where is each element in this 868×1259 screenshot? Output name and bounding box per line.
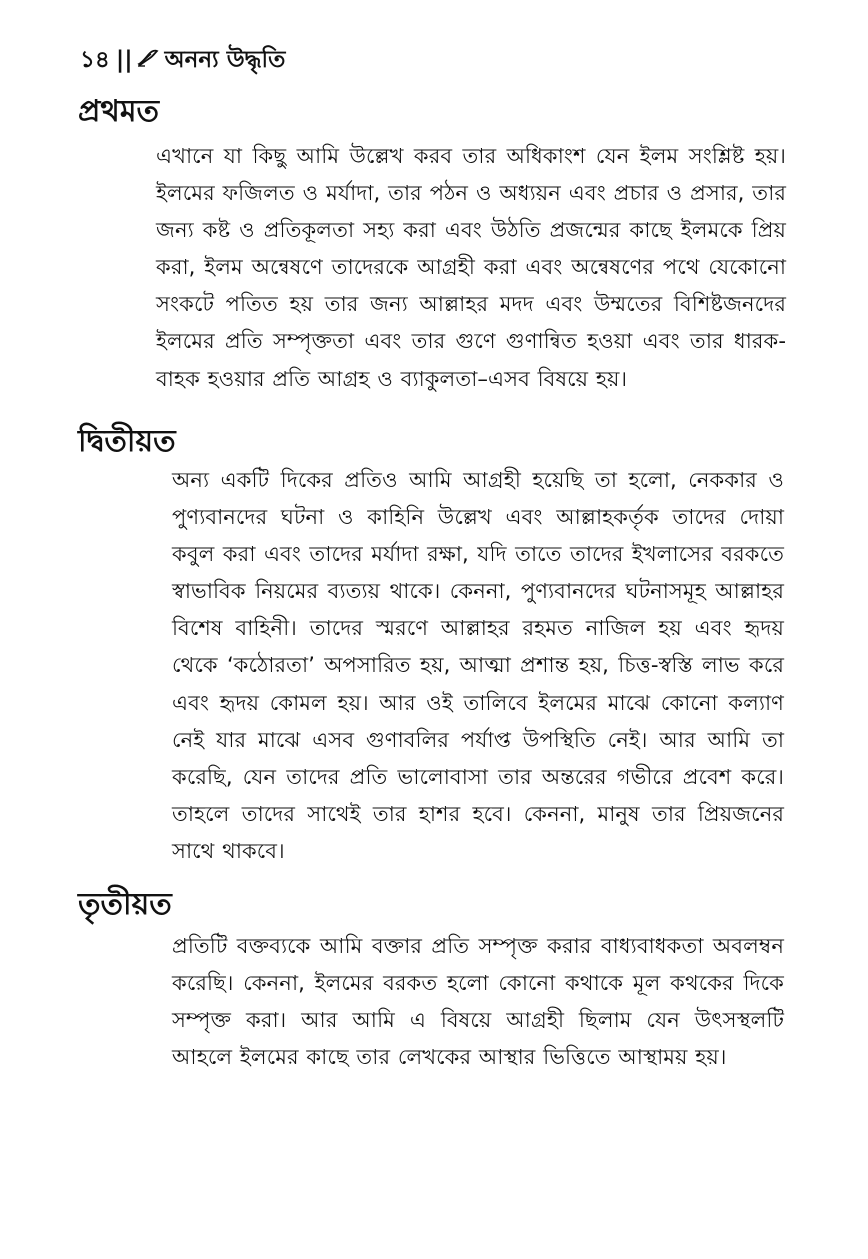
- section-heading-second: দ্বিতীয়ত: [78, 424, 176, 459]
- page-number: ১৪: [80, 46, 110, 73]
- book-title: অনন্য উদ্ধৃতি: [164, 46, 286, 73]
- section-paragraph-second: অন্য একটি দিকের প্রতিও আমি আগ্রহী হয়েছি তা হলো, নেককার ও পুণ্যবানদের ঘটনা ও কাহিনি উল্লেখ এবং আল্লাহকর্তৃক তাদের দোয়া কবুল করা এবং তাদের মর্যাদা রক্ষা, যদি তাতে তাদের ইখলাসের বরকতে স্বাভাবিক নিয়মের ব্যত্যয় থাকে। কেননা, পুণ্যবানদের ঘটনাসমূহ আল্লাহর বিশেষ বাহিনী। তাদের স্মরণে আল্লাহর রহমত নাজিল হয় এবং হৃদয় থেকে ‘কঠোরতা’ অপসারিত হয়, আত্মা প্রশান্ত হয়, চিত্ত-স্বস্তি লাভ করে এবং হৃদয় কোমল হয়। আর ওই তালিবে ইলমের মাঝে কোনো কল্যাণ নেই যার মাঝে এসব গুণাবলির পর্যাপ্ত উপস্থিতি নেই। আর আমি তা করেছি, যেন তাদের প্রতি ভালোবাসা তার অন্তরের গভীরে প্রবেশ করে। তাহলে তাদের সাথেই তার হাশর হবে। কেননা, মানুষ তার প্রিয়জনের সাথে থাকবে।: [172, 467, 784, 863]
- header-separator: ||: [115, 47, 133, 73]
- feather-pen-icon: [137, 47, 159, 73]
- section-heading-third: তৃতীয়ত: [78, 887, 172, 922]
- section-heading-first: প্রথমত: [78, 94, 159, 129]
- section-paragraph-third: প্রতিটি বক্তব্যকে আমি বক্তার প্রতি সম্পৃক্ত করার বাধ্যবাধকতা অবলম্বন করেছি। কেননা, ইলমের বরকত হলো কোনো কথাকে মূল কথকের দিকে সম্পৃক্ত করা। আর আমি এ বিষয়ে আগ্রহী ছিলাম যেন উৎসস্থলটি আহলে ইলমের কাছে তার লেখকের আস্থার ভিত্তিতে আস্থাময় হয়।: [172, 933, 784, 1070]
- running-header: [80, 42, 285, 78]
- section-paragraph-first: এখানে যা কিছু আমি উল্লেখ করব তার অধিকাংশ যেন ইলম সংশ্লিষ্ট হয়। ইলমের ফজিলত ও মর্যাদা, তার পঠন ও অধ্যয়ন এবং প্রচার ও প্রসার, তার জন্য কষ্ট ও প্রতিকূলতা সহ্য করা এবং উঠতি প্রজন্মের কাছে ইলমকে প্রিয় করা, ইলম অন্বেষণে তাদেরকে আগ্রহী করা এবং অন্বেষণের পথে যেকোনো সংকটে পতিত হয় তার জন্য আল্লাহর মদদ এবং উম্মতের বিশিষ্টজনদের ইলমের প্রতি সম্পৃক্ততা এবং তার গুণে গুণান্বিত হওয়া এবং তার ধারক-বাহক হওয়ার প্রতি আগ্রহ ও ব্যাকুলতা–এসব বিষয়ে হয়।: [156, 143, 786, 391]
